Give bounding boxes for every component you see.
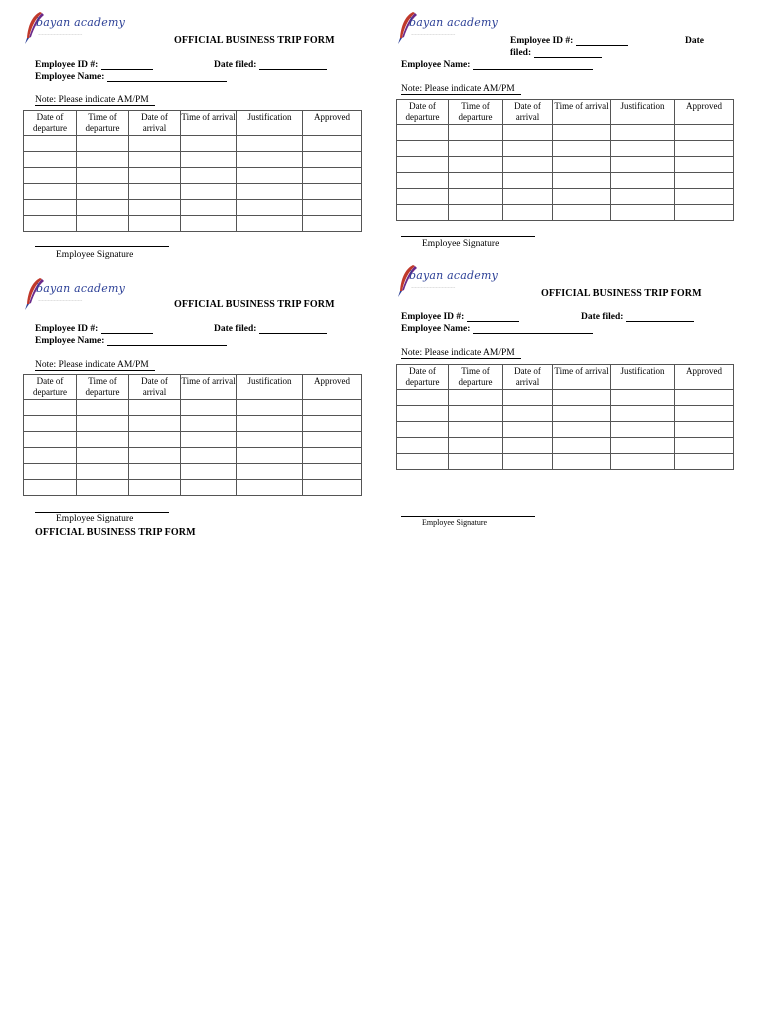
date-filed-label: Date filed: [214,60,257,70]
am-pm-note: Note: Please indicate AM/PM [35,360,155,371]
col-time-of-departure: Time of departure [77,111,129,136]
logo-wordmark: bayan academy [409,16,499,29]
col-justification: Justification [611,365,675,390]
date-filed-blank[interactable] [259,60,327,70]
col-justification: Justification [237,111,303,136]
employee-id-label: Employee ID #: [35,60,99,70]
trip-form-1 [22,10,362,270]
date-filed-label: Date filed: [214,324,257,334]
date-filed-label-top: Date [685,36,704,46]
date-filed-field[interactable] [581,312,694,322]
employee-name-blank[interactable] [107,72,227,82]
table-row[interactable] [24,216,362,232]
signature-label: Employee Signature [422,518,488,527]
bayan-academy-logo [22,276,126,312]
table-row[interactable] [397,205,734,221]
employee-id-label: Employee ID #: [510,36,574,46]
signature-label: Employee Signature [56,250,134,260]
signature-line[interactable] [401,516,535,517]
date-filed-blank[interactable] [534,48,602,58]
table-row[interactable] [397,454,734,470]
employee-name-field[interactable] [401,60,593,70]
employee-id-label: Employee ID #: [35,324,99,334]
table-row[interactable] [397,157,734,173]
table-row[interactable] [397,406,734,422]
employee-id-field[interactable] [401,312,519,322]
logo-wordmark: bayan academy [409,269,499,282]
col-time-of-arrival: Time of arrival [181,111,237,136]
date-filed-blank[interactable] [259,324,327,334]
trip-form-2 [395,10,735,270]
employee-name-label: Employee Name: [401,324,471,334]
signature-line[interactable] [35,512,169,513]
date-filed-field[interactable] [214,324,327,334]
employee-name-label: Employee Name: [35,72,105,82]
trip-table [396,99,734,221]
col-time-of-departure: Time of departure [449,365,503,390]
trip-form-3 [22,276,362,536]
trip-form-4 [395,263,735,527]
col-time-of-departure: Time of departure [449,100,503,125]
logo-tagline: ........................................................... [38,32,83,36]
am-pm-note: Note: Please indicate AM/PM [35,95,155,106]
col-date-of-arrival: Date of arrival [503,365,553,390]
table-row[interactable] [24,480,362,496]
signature-line[interactable] [401,236,535,237]
table-row[interactable] [24,464,362,480]
col-time-of-departure: Time of departure [77,375,129,400]
employee-id-label: Employee ID #: [401,312,465,322]
employee-id-blank[interactable] [101,324,153,334]
col-date-of-departure: Date of departure [397,365,449,390]
table-row[interactable] [24,152,362,168]
signature-label: Employee Signature [56,514,134,524]
table-row[interactable] [24,136,362,152]
employee-name-blank[interactable] [107,336,227,346]
employee-name-field[interactable] [401,324,593,334]
employee-name-field[interactable] [35,72,227,82]
trip-table [23,110,362,232]
table-header-row [397,365,734,390]
col-date-of-arrival: Date of arrival [503,100,553,125]
logo-tagline: ........................................................... [411,285,456,289]
table-header-row [397,100,734,125]
col-approved: Approved [303,375,362,400]
am-pm-note: Note: Please indicate AM/PM [401,84,521,95]
bayan-academy-logo [22,10,126,46]
employee-name-label: Employee Name: [401,60,471,70]
col-approved: Approved [675,100,734,125]
table-row[interactable] [24,448,362,464]
employee-name-blank[interactable] [473,60,593,70]
form-title: OFFICIAL BUSINESS TRIP FORM [174,299,335,310]
col-approved: Approved [675,365,734,390]
form-title: OFFICIAL BUSINESS TRIP FORM [174,35,335,46]
employee-id-field[interactable] [510,36,628,46]
signature-label: Employee Signature [422,239,500,249]
date-filed-blank[interactable] [626,312,694,322]
form-title: OFFICIAL BUSINESS TRIP FORM [541,288,702,299]
date-filed-label: filed: [510,48,532,58]
logo-wordmark: bayan academy [36,16,126,29]
employee-id-field[interactable] [35,324,153,334]
bayan-academy-logo [395,263,499,299]
table-row[interactable] [397,173,734,189]
date-filed-field[interactable] [510,48,602,58]
col-date-of-departure: Date of departure [397,100,449,125]
table-row[interactable] [397,390,734,406]
logo-tagline: ........................................................... [411,32,456,36]
trailing-form-title: OFFICIAL BUSINESS TRIP FORM [35,527,196,538]
signature-line[interactable] [35,246,169,247]
employee-name-blank[interactable] [473,324,593,334]
col-time-of-arrival: Time of arrival [181,375,237,400]
col-date-of-arrival: Date of arrival [129,111,181,136]
employee-name-field[interactable] [35,336,227,346]
col-justification: Justification [237,375,303,400]
col-time-of-arrival: Time of arrival [553,365,611,390]
table-header-row [24,375,362,400]
col-date-of-departure: Date of departure [24,111,77,136]
employee-id-blank[interactable] [101,60,153,70]
am-pm-note: Note: Please indicate AM/PM [401,348,521,359]
table-header-row [24,111,362,136]
table-row[interactable] [24,168,362,184]
col-date-of-departure: Date of departure [24,375,77,400]
table-row[interactable] [397,422,734,438]
trip-table [23,374,362,496]
table-row[interactable] [24,432,362,448]
table-row[interactable] [24,184,362,200]
col-approved: Approved [303,111,362,136]
table-row[interactable] [397,189,734,205]
logo-wordmark: bayan academy [36,282,126,295]
col-date-of-arrival: Date of arrival [129,375,181,400]
bayan-academy-logo [395,10,499,46]
table-row[interactable] [24,416,362,432]
col-justification: Justification [611,100,675,125]
table-row[interactable] [397,125,734,141]
date-filed-field[interactable] [214,60,327,70]
employee-name-label: Employee Name: [35,336,105,346]
date-filed-label: Date filed: [581,312,624,322]
col-time-of-arrival: Time of arrival [553,100,611,125]
employee-id-field[interactable] [35,60,153,70]
table-row[interactable] [24,400,362,416]
table-row[interactable] [397,438,734,454]
employee-id-blank[interactable] [576,36,628,46]
table-row[interactable] [397,141,734,157]
logo-tagline: ........................................................... [38,298,83,302]
table-row[interactable] [24,200,362,216]
employee-id-blank[interactable] [467,312,519,322]
trip-table [396,364,734,470]
